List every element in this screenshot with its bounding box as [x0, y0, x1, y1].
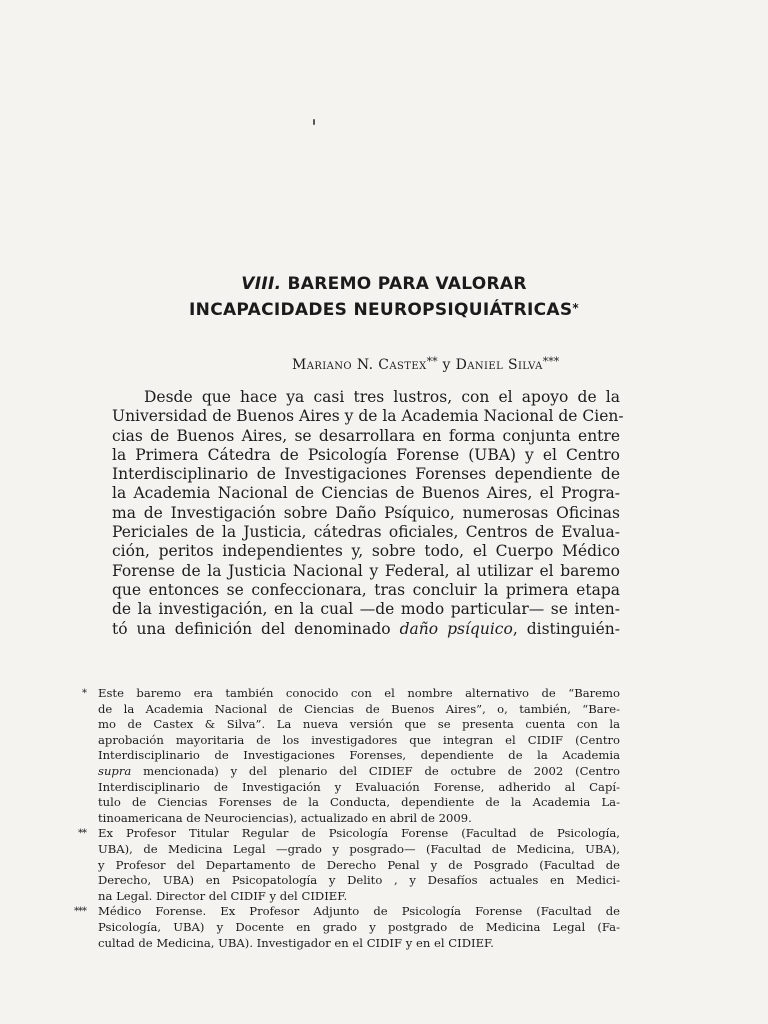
title-line-2	[0, 296, 768, 322]
chapter-number: VIII.	[241, 274, 282, 294]
title-footnote-marker: *	[572, 301, 579, 315]
body-line-last	[112, 620, 620, 639]
body-line: de la investigación, en la cual —de modo particular— se inten-	[112, 600, 620, 619]
footnote-3	[74, 904, 620, 951]
author-conjunction: y	[442, 357, 451, 373]
footnote-line: Psicología, UBA) y Docente en grado y postgrado de Medicina Legal (Fa-	[98, 919, 620, 934]
footnote-line: Médico Forense. Ex Profesor Adjunto de Psicología Forense (Facultad de	[98, 904, 620, 919]
footnote-line: Interdisciplinario de Investigaciones Forenses, dependiente de la Academia	[98, 748, 620, 763]
author-2-marker: ***	[542, 355, 560, 368]
footnote-1	[82, 686, 620, 826]
body-line: Universidad de Buenos Aires y de la Academia Nacional de Cien-	[112, 407, 624, 426]
body-line: ma de Investigación sobre Daño Psíquico, numerosas Oficinas	[112, 503, 620, 522]
body-line: ción, peritos independientes y, sobre todo, el Cuerpo Médico	[112, 542, 620, 561]
footnote-line: Este baremo era también conocido con el nombre alternativo de “Baremo	[98, 686, 620, 700]
author-1: Mariano N. Castex	[292, 357, 427, 373]
footnotes	[74, 686, 620, 951]
author-2: Daniel Silva	[455, 357, 543, 373]
footnote-1-marker: *	[82, 688, 86, 699]
footnote-italic-term: supra	[98, 763, 132, 778]
title-line-1	[0, 272, 768, 296]
footnote-line: tulo de Ciencias Forenses de la Conducta, dependiente de la Academia La-	[98, 795, 620, 810]
footnote-line	[88, 764, 620, 780]
body-line: Interdisciplinario de Investigaciones Forenses dependiente de	[112, 465, 620, 484]
body-paragraph	[112, 388, 624, 639]
scan-speck	[313, 119, 315, 125]
author-byline	[292, 352, 622, 375]
author-1-marker: **	[426, 355, 438, 368]
title-text-1: BAREMO PARA VALORAR	[287, 274, 527, 294]
footnote-line-rest: mencionada) y del plenario del CIDIEF de octubre de 2002 (Centro	[131, 763, 620, 778]
title-text-2: INCAPACIDADES NEUROPSIQUIÁTRICAS	[189, 300, 573, 320]
footnote-2	[78, 826, 620, 904]
body-line-last-end: , distinguién-	[512, 619, 620, 638]
body-line-last-start: tó una definición del denominado	[112, 619, 400, 638]
footnote-line: Interdisciplinario de Investigación y Evaluación Forense, adherido al Capí-	[98, 779, 620, 794]
footnote-line: Ex Profesor Titular Regular de Psicología Forense (Facultad de Psicología,	[98, 826, 620, 841]
body-italic-term: daño psíquico	[399, 619, 513, 638]
footnote-line: Derecho, UBA) en Psicopatología y Delito , y Desafíos actuales en Medici-	[98, 873, 620, 888]
footnote-line: UBA), de Medicina Legal —grado y posgrado— (Facultad de Medicina, UBA),	[98, 841, 620, 856]
footnote-line: de la Academia Nacional de Ciencias de Buenos Aires”, o, también, “Bare-	[98, 701, 620, 716]
footnote-line: cultad de Medicina, UBA). Investigador en el CIDIF y en el CIDIEF.	[98, 935, 494, 950]
body-line: cias de Buenos Aires, se desarrollara en forma conjunta entre	[112, 426, 620, 445]
body-line: la Primera Cátedra de Psicología Forense (UBA) y el Centro	[112, 445, 620, 464]
body-line: que entonces se confeccionara, tras concluir la primera etapa	[112, 580, 620, 599]
footnote-2-marker: **	[78, 828, 86, 840]
chapter-title	[0, 272, 768, 322]
footnote-3-marker: ***	[74, 906, 86, 918]
body-line: Desde que hace ya casi tres lustros, con el apoyo de la	[144, 388, 620, 406]
footnote-line: mo de Castex & Silva”. La nueva versión que se presenta cuenta con la	[98, 717, 620, 732]
body-line: Periciales de la Justicia, cátedras oficiales, Centros de Evalua-	[112, 523, 620, 542]
body-line: Forense de la Justicia Nacional y Federal, al utilizar el baremo	[112, 561, 620, 580]
footnote-line: tinoamericana de Neurociencias), actualizado en abril de 2009.	[98, 810, 472, 825]
footnote-line: y Profesor del Departamento de Derecho Penal y de Posgrado (Facultad de	[98, 857, 620, 872]
body-line: la Academia Nacional de Ciencias de Buenos Aires, el Progra-	[112, 484, 620, 503]
footnote-line: aprobación mayoritaria de los investigadores que integran el CIDIF (Centro	[98, 732, 620, 747]
footnote-line: na Legal. Director del CIDIF y del CIDIEF.	[98, 888, 348, 903]
